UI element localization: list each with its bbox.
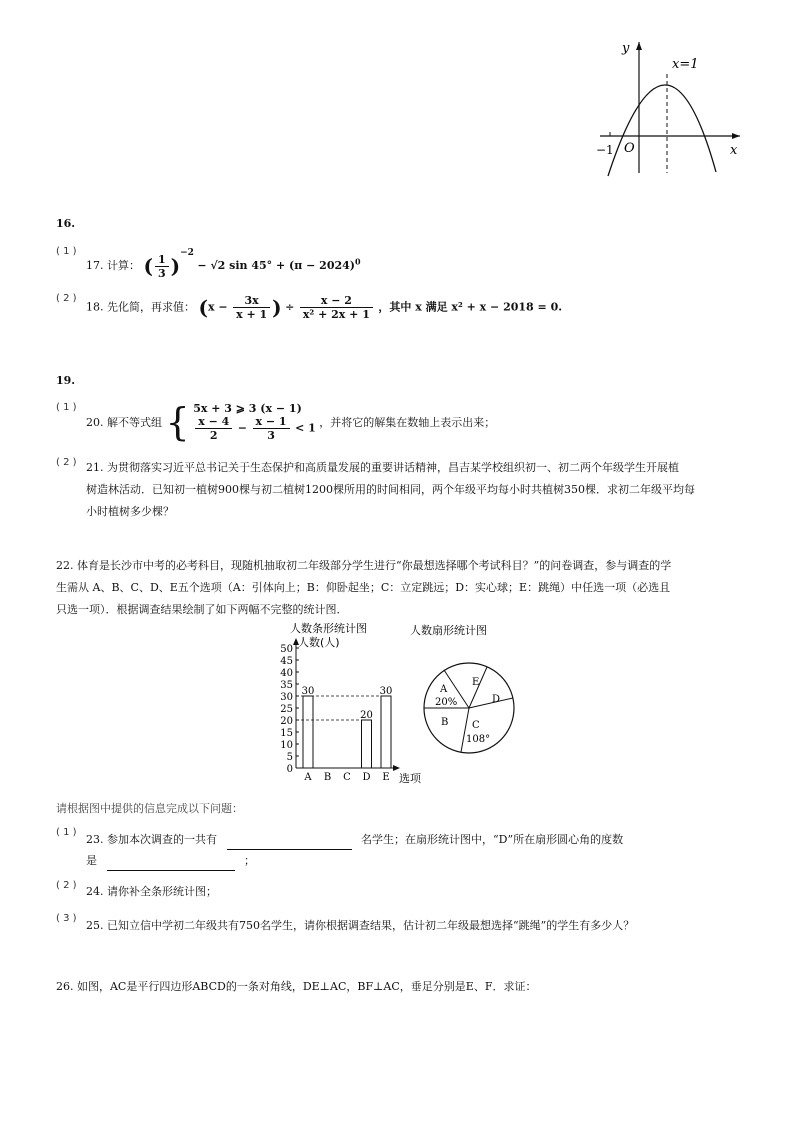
q21-line-3: 小时植树多少棵？ — [86, 505, 174, 518]
origin-label: O — [624, 141, 635, 156]
bar-label-D: 20 — [360, 710, 373, 721]
bar-chart-ytick-label: 35 — [280, 680, 293, 691]
q18-div: ÷ — [285, 300, 295, 314]
question-20: 20. 解不等式组 { 5x + 3 ⩾ 3 (x − 1) $\frac{x - 4}{2}$ − $\frac{x - 1}{3}$ < 1 ，并将它的解集在数轴上表示出来； — [86, 400, 496, 444]
pie-label-B: B — [441, 717, 449, 728]
question-18: 18. 先化简，再求值： (x − $\frac{3x}{x + 1}$ ) ÷ $\frac{x - 2}{\text{x² + 2x + 1}}$ ，其中 x 满足 x² + x − 2018 = 0. — [86, 294, 563, 321]
q20-lt: < 1 — [295, 421, 316, 435]
question-26: 26. 如图，AC是平行四边形ABCD的一条对角线，DE⊥AC，BF⊥AC，垂足分别是E、F．求证： — [56, 980, 537, 993]
q20-suffix: ，并将它的解集在数轴上表示出来； — [319, 416, 496, 429]
q21-line-2: 树造林活动．已知初一植树900棵与初二植树1200棵所用的时间相同，两个年级平均每小时共植树350棵．求初二年级平均每 — [86, 483, 695, 496]
q18-f1-den: x + 1 — [236, 308, 268, 321]
q20-minus: − — [237, 421, 247, 435]
bar-A — [303, 696, 313, 768]
bar-chart-xlabel: 选项 — [399, 772, 421, 785]
q20-f1-num: x − 4 — [195, 415, 232, 429]
q17-exponent: −2 — [180, 248, 194, 258]
q20-f2-den: 3 — [267, 429, 275, 442]
parabola-figure — [590, 38, 750, 178]
q23-blank-angle[interactable] — [107, 850, 235, 871]
bar-chart-ytick-label: 5 — [286, 752, 293, 763]
q22-prompt: 请根据图中提供的信息完成以下问题： — [56, 802, 243, 815]
q23-blank-total[interactable] — [227, 829, 352, 850]
category-label-E: E — [382, 772, 390, 783]
q18-a: x − — [207, 300, 228, 314]
q17-rest: − √2 sin 45° + (π − 2024) — [197, 259, 355, 272]
q23-sub-number: ( 1 ) — [56, 827, 77, 838]
question-25: 25. 已知立信中学初二年级共有750名学生，请你根据调查结果，估计初二年级最想选择“跳绳”的学生有多少人？ — [86, 919, 635, 932]
pie-label-A: A — [440, 684, 448, 695]
bar-chart-x-arrow — [393, 765, 400, 771]
question-23 — [86, 829, 766, 871]
bar-label-E: 30 — [379, 686, 393, 697]
q21-line-1: 21. 为贯彻落实习近平总书记关于生态保护和高质量发展的重要讲话精神，昌吉某学校组织初一、初二两个年级学生开展植 — [86, 461, 679, 474]
category-label-B: B — [323, 772, 332, 783]
question-24: 24. 请你补全条形统计图； — [86, 885, 217, 898]
bar-chart-ylabel: 人数(人) — [298, 636, 340, 649]
q18-sub-number: ( 2 ) — [56, 293, 77, 304]
q24-sub-number: ( 2 ) — [56, 880, 77, 891]
pie-label-E: E — [472, 677, 480, 688]
bar-D — [362, 720, 372, 768]
bar-chart-ytick-label: 25 — [280, 704, 293, 715]
bar-chart-ytick-label: 10 — [280, 740, 293, 751]
q22-line-2: 生需从 A、B、C、D、E五个选项（A：引体向上；B：仰卧起坐；C：立定跳远；D：实心球；E：跳绳）中任选一项（必选且 — [56, 581, 671, 594]
bar-E — [381, 696, 391, 768]
neg-one-label: −1 — [596, 143, 614, 157]
q22-line-3: 只选一项）．根据调查结果绘制了如下两幅不完整的统计图． — [56, 603, 348, 616]
q18-f1-num: 3x — [233, 294, 270, 308]
bar-chart-ytick-label: 50 — [280, 644, 293, 655]
pie-label-D: D — [492, 694, 501, 705]
q20-prefix: 20. 解不等式组 — [86, 416, 162, 429]
q18-f2-num: x − 2 — [300, 294, 373, 308]
q17-base-num: 1 — [155, 253, 169, 267]
q18-f2-den: x² + 2x + 1 — [302, 308, 370, 321]
q17-sub-number: ( 1 ) — [56, 246, 77, 257]
q17-base-den: 3 — [157, 266, 166, 280]
pie-label-C-deg: 108° — [466, 734, 491, 745]
q22-line-1: 22. 体育是长沙市中考的必考科目，现随机抽取初二年级部分学生进行“你最想选择哪个考试科目？”的问卷调查，参与调查的学 — [56, 559, 672, 572]
q20-sub-number: ( 1 ) — [56, 402, 77, 413]
q23-mid: 名学生；在扇形统计图中，“D”所在扇形圆心角的度数 — [361, 833, 624, 846]
question-21 — [86, 457, 756, 523]
q20-f2-num: x − 1 — [253, 415, 290, 429]
category-label-A: A — [304, 772, 312, 783]
question-17: 17. 计算： ( $\frac{1}{3}$ )$^{-2}$ − √2 $\sin 45^\circ + (\pi - 2024)^0$ — [86, 248, 361, 280]
bar-chart-ytick-label: 40 — [280, 668, 293, 679]
bar-chart — [270, 618, 430, 788]
x-axis-label: x — [730, 143, 738, 158]
axis-of-symmetry-label: x=1 — [672, 57, 699, 72]
bar-chart-ytick-label: 30 — [280, 692, 293, 703]
question-22 — [56, 555, 756, 621]
y-axis-label: y — [622, 41, 630, 56]
bar-chart-ytick-label: 45 — [280, 656, 293, 667]
question-16-number: 16. — [56, 217, 76, 230]
category-label-D: D — [362, 772, 371, 783]
bar-chart-ytick-label: 20 — [280, 716, 293, 727]
q18-condition: ，其中 x 满足 x² + x − 2018 = 0. — [378, 300, 563, 314]
q21-sub-number: ( 2 ) — [56, 457, 77, 468]
pie-label-A-pct: 20% — [435, 697, 458, 708]
q17-prefix: 17. 计算： — [86, 259, 140, 272]
q20-ineq1: 5x + 3 ⩾ 3 (x − 1) — [193, 402, 302, 415]
pie-chart — [410, 618, 530, 758]
category-label-C: C — [343, 772, 351, 783]
question-19-number: 19. — [56, 374, 76, 387]
bar-chart-ytick-label: 15 — [280, 728, 293, 739]
q23-is: 是 — [86, 854, 97, 867]
q18-prefix: 18. 先化简，再求值： — [86, 300, 195, 314]
pie-label-C: C — [472, 720, 480, 731]
bar-chart-ytick-label: 0 — [286, 764, 293, 775]
q25-sub-number: ( 3 ) — [56, 913, 77, 924]
bar-label-A: 30 — [301, 686, 315, 697]
bar-chart-title: 人数条形统计图 — [290, 622, 367, 635]
q17-zero-exp: 0 — [355, 256, 361, 267]
q20-f1-den: 2 — [209, 429, 218, 442]
q23-end: ； — [244, 854, 255, 867]
q23-prefix: 23. 参加本次调查的一共有 — [86, 833, 217, 846]
pie-title: 人数扇形统计图 — [410, 624, 487, 637]
